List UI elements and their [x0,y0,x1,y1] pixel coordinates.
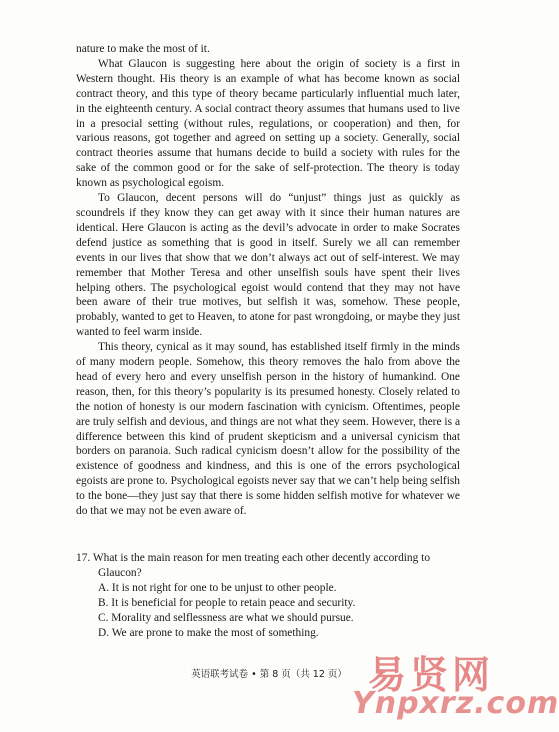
option-a: A. It is not right for one to be unjust to other people. [98,581,337,594]
option-b: B. It is beneficial for people to retain peace and security. [98,596,356,609]
watermark-url: Ynpxrz.com [352,686,559,721]
passage-paragraph-0: nature to make the most of it. [76,43,210,55]
site-watermark [350,644,559,732]
question-17 [76,551,466,640]
reading-passage [76,42,460,519]
page-footer: 英语联考试卷 • 第 8 页（共 12 页） [191,669,347,680]
passage-paragraph-3: This theory, cynical as it may sound, has established itself firmly in the minds of many modern people. Somehow, this theory removes the halo from above the head of every hero and every unselfish person in the history of humankind. One reason, then, for this theory’s popularity is its presumed honesty. Closely related to the notion of honesty is our modern fascination with cynicism. Oftentimes, people are truly selfish and devious, and things are not what they seem. However, there is a difference between this kind of prudent skepticism and a universal cynicism that borders on paranoia. Such radical cynicism doesn’t allow for the possibility of the existence of goodness and kindness, and this is one of the errors psychological egoists are prone to. Psychological egoists never say that we can’t help being selfish to the bone—they just say that there is some hidden selfish motive for whatever we do that we may not be even aware of. [76,341,460,518]
passage-paragraph-2: To Glaucon, decent persons will do “unjust” things just as quickly as scoundrels if they know they can get away with it since their human natures are identical. Here Glaucon is acting as the devil’s advocate in order to make Socrates defend justice as something that is good in itself. Surely we all can remember events in our lives that show that we don’t always act out of self-interest. We may remember that Mother Teresa and other unselfish souls have spent their lives helping others. The psychological egoist would contend that they may not have been aware of their true motives, but selfish it was, somehow. These people, probably, wanted to get to Heaven, to atone for past wrongdoing, or maybe they just wanted to feel warm inside. [76,192,460,339]
question-stem: 17. What is the main reason for men treating each other decently according to Glaucon? [76,552,431,579]
watermark-chinese: 易贤网 [368,653,495,697]
option-d: D. We are prone to make the most of something. [98,626,319,639]
option-c: C. Morality and selflessness are what we should pursue. [98,611,354,624]
passage-paragraph-1: What Glaucon is suggesting here about the origin of society is a first in Western thought. His theory is an example of what has become known as social contract theory, and this type of theory became particularly influential much later, in the eighteenth century. A social contract theory assumes that humans used to live in a presocial setting (without rules, regulations, or cooperation) and then, for various reasons, got together and agreed on setting up a society. Generally, social contract theories assume that humans decide to build a society with rules for the sake of the common good or for the sake of self-protection. The theory is today known as psychological egoism. [76,57,460,190]
